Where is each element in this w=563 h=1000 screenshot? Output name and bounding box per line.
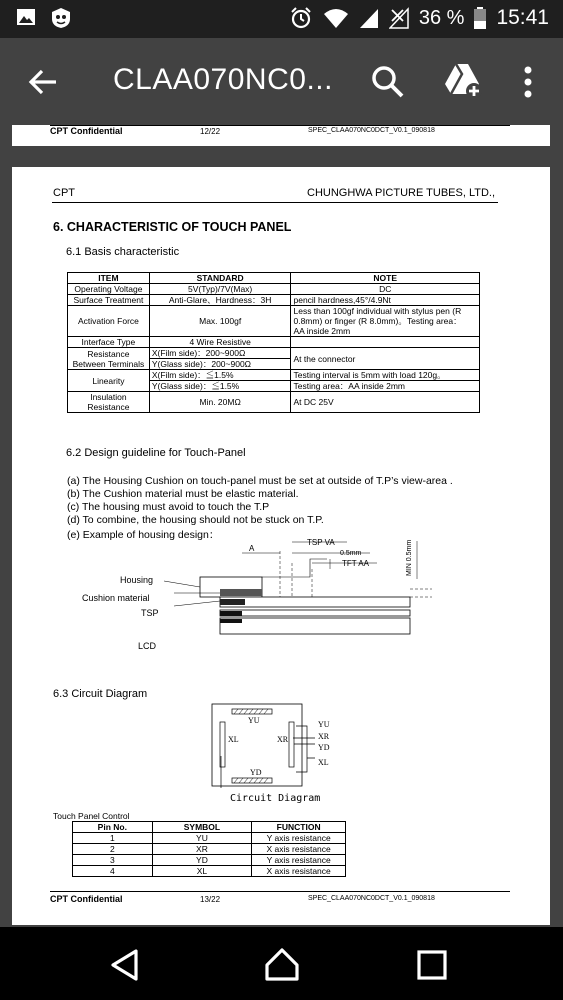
housing-design-diagram (162, 539, 462, 649)
back-triangle-icon[interactable] (106, 945, 146, 985)
previous-page (12, 125, 550, 146)
circuit-inner-yu: YU (248, 716, 260, 725)
document-viewer[interactable] (0, 125, 563, 927)
prev-footer-page: 12/22 (200, 127, 221, 136)
alarm-icon (289, 6, 313, 30)
section-title: 6. CHARACTERISTIC OF TOUCH PANEL (53, 220, 292, 234)
page-header-right: CHUNGHWA PICTURE TUBES, LTD., (307, 187, 496, 199)
table-row: Operating Voltage 5V(Typ)/7V(Max) DC (68, 284, 480, 295)
pin-table (72, 821, 346, 877)
table-row: 3 YD Y axis resistance (73, 855, 346, 866)
table-header-row (68, 273, 480, 284)
table-row: Linearity X(Film side)：≦1.5% Testing interval is 5mm with load 120g。 (68, 370, 480, 381)
col-standard: STANDARD (149, 273, 291, 284)
col-note: NOTE (291, 273, 480, 284)
prev-footer-spec: SPEC_CLAA070NC0DCT_V0.1_090818 (308, 127, 435, 134)
recents-icon[interactable] (412, 945, 452, 985)
table-row: 4 XL X axis resistance (73, 866, 346, 877)
clock: 15:41 (496, 6, 549, 29)
status-bar (0, 0, 563, 38)
pin-table-title: Touch Panel Control (53, 811, 130, 821)
footer-page: 13/22 (200, 895, 221, 904)
label-lcd: LCD (138, 641, 157, 651)
col-item: ITEM (68, 273, 150, 284)
table-row: 2 XR X axis resistance (73, 844, 346, 855)
home-icon[interactable] (262, 945, 302, 985)
add-to-drive-icon[interactable] (443, 60, 483, 100)
circuit-diagram (207, 702, 347, 807)
subsection-basis: 6.1 Basis characteristic (66, 246, 180, 258)
label-tsp: TSP (141, 608, 159, 618)
footer-left: CPT Confidential (50, 894, 123, 904)
app-bar (0, 38, 563, 125)
battery-icon (474, 7, 486, 29)
dim-label-tft-aa: TFT AA (342, 559, 369, 568)
table-row: Activation Force Max. 100gf Less than 100gf individual with stylus pen (R 0.8mm) or finger (R 8.0mm)。Testing area： AA inside 2mm (68, 306, 480, 337)
circuit-inner-xr: XR (277, 735, 289, 744)
subsection-design: 6.2 Design guideline for Touch-Panel (66, 447, 246, 459)
dim-label-a: A (249, 544, 255, 553)
wifi-icon (323, 7, 349, 29)
signal-icon (359, 7, 379, 29)
table-row: Surface Treatment Anti-Glare、Hardness：3H pencil hardness,45°/4.9Nt (68, 295, 480, 306)
back-arrow-icon[interactable] (24, 62, 64, 102)
search-icon[interactable] (370, 64, 406, 100)
app-badge-icon (50, 7, 72, 29)
no-signal-icon (389, 7, 409, 29)
basis-characteristic-table (67, 272, 480, 413)
table-row: Insulation Resistance Min. 20MΩ At DC 25V (68, 392, 480, 413)
dim-label-tsp-va: TSP VA (307, 539, 335, 547)
table-row: Interface Type 4 Wire Resistive (68, 337, 480, 348)
guideline-d: (d) To combine, the housing should not be stuck on T.P. (67, 514, 324, 526)
more-vert-icon[interactable] (516, 64, 540, 100)
battery-percent: 36 % (418, 6, 465, 29)
circuit-caption: Circuit Diagram (230, 793, 321, 804)
guideline-b: (b) The Cushion material must be elastic material. (67, 488, 299, 500)
circuit-out-yu: YU (318, 720, 330, 729)
circuit-inner-yd: YD (250, 768, 262, 777)
circuit-out-yd: YD (318, 743, 330, 752)
table-row: Y(Glass side)：200~900Ω (68, 359, 480, 370)
current-page (12, 167, 550, 925)
guideline-c: (c) The housing must avoid to touch the T.P (67, 501, 270, 513)
table-row: 1 YU Y axis resistance (73, 833, 346, 844)
prev-footer-left: CPT Confidential (50, 126, 123, 136)
table-row: Y(Glass side)：≦1.5% Testing area：AA inside 2mm (68, 381, 480, 392)
dim-label-gap: 0.5mm (340, 550, 362, 557)
document-title: CLAA070NC0... (113, 63, 333, 96)
footer-spec: SPEC_CLAA070NC0DCT_V0.1_090818 (308, 895, 435, 902)
circuit-out-xl: XL (318, 758, 329, 767)
pin-header-row: Pin No. SYMBOL FUNCTION (73, 822, 346, 833)
navigation-bar (0, 927, 563, 1000)
image-icon (16, 7, 36, 27)
guideline-e: (e) Example of housing design： (67, 529, 220, 541)
label-housing: Housing (120, 575, 154, 585)
circuit-out-xr: XR (318, 732, 330, 741)
table-row: Resistance Between Terminals X(Film side)：200~900Ω At the connector (68, 348, 480, 359)
page-header-left: CPT (53, 187, 75, 199)
dim-label-min: MIN 0.5mm (406, 539, 413, 576)
label-cushion: Cushion material (82, 593, 150, 603)
circuit-inner-xl: XL (228, 735, 239, 744)
guideline-a: (a) The Housing Cushion on touch-panel must be set at outside of T.P’s view-area . (67, 475, 453, 487)
subsection-circuit: 6.3 Circuit Diagram (53, 688, 148, 700)
